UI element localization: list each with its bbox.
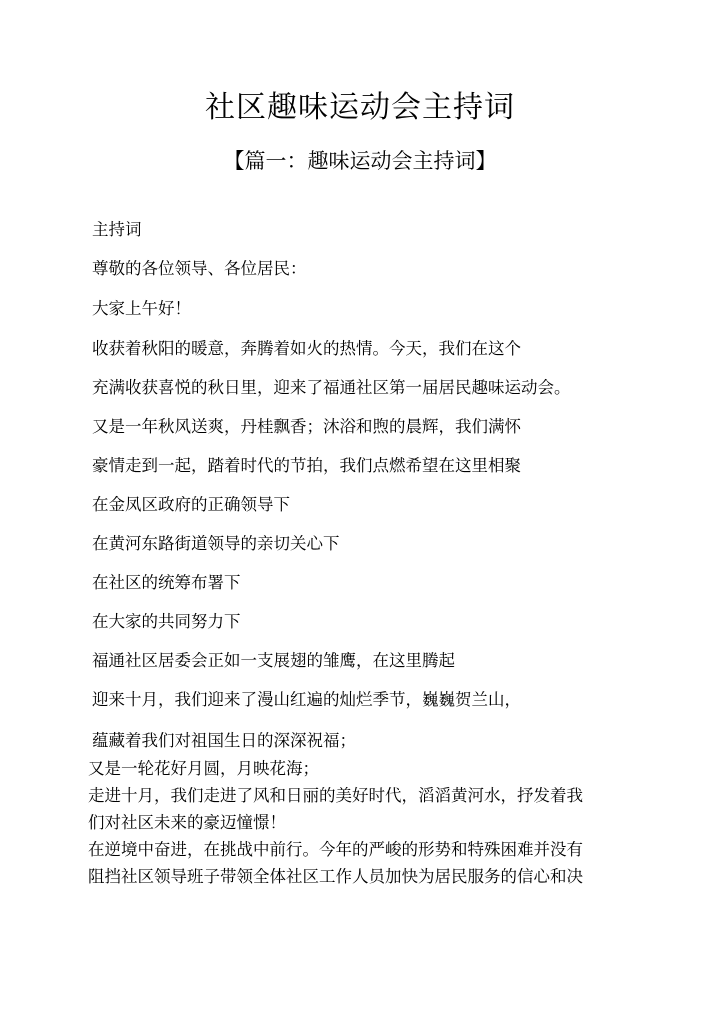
body-line: 阻挡社区领导班子带领全体社区工作人员加快为居民服务的信心和决: [88, 867, 583, 886]
body-line: 蕴藏着我们对祖国生日的深深祝福；: [92, 731, 356, 750]
document-subtitle: 【篇一：趣味运动会主持词】: [223, 149, 497, 173]
body-line: 在金凤区政府的正确领导下: [92, 495, 290, 514]
body-line: 尊敬的各位领导、各位居民：: [92, 259, 307, 278]
body-line: 又是一年秋风送爽，丹桂飘香；沐浴和煦的晨辉，我们满怀: [92, 417, 521, 436]
body-line: 又是一轮花好月圆，月映花海；: [88, 759, 319, 778]
body-line: 迎来十月，我们迎来了漫山红遍的灿烂季节，巍巍贺兰山，: [92, 690, 521, 709]
body-line: 走进十月，我们走进了风和日丽的美好时代，滔滔黄河水，抒发着我: [88, 786, 583, 805]
body-line: 充满收获喜悦的秋日里，迎来了福通社区第一届居民趣味运动会。: [92, 378, 571, 397]
document-title: 社区趣味运动会主持词: [205, 90, 515, 125]
body-line: 在黄河东路街道领导的亲切关心下: [92, 534, 340, 553]
body-line: 们对社区未来的豪迈憧憬！: [88, 813, 286, 832]
body-line: 收获着秋阳的暖意，奔腾着如火的热情。今天，我们在这个: [92, 339, 521, 358]
body-line: 在大家的共同努力下: [92, 612, 241, 631]
body-line: 大家上午好！: [92, 299, 191, 318]
body-line: 豪情走到一起，踏着时代的节拍，我们点燃希望在这里相聚: [92, 456, 521, 475]
body-line: 在社区的统筹布署下: [92, 573, 241, 592]
body-line: 在逆境中奋进，在挑战中前行。今年的严峻的形势和特殊困难并没有: [88, 840, 583, 859]
body-line: 主持词: [92, 220, 142, 239]
body-line: 福通社区居委会正如一支展翅的雏鹰，在这里腾起: [92, 651, 455, 670]
